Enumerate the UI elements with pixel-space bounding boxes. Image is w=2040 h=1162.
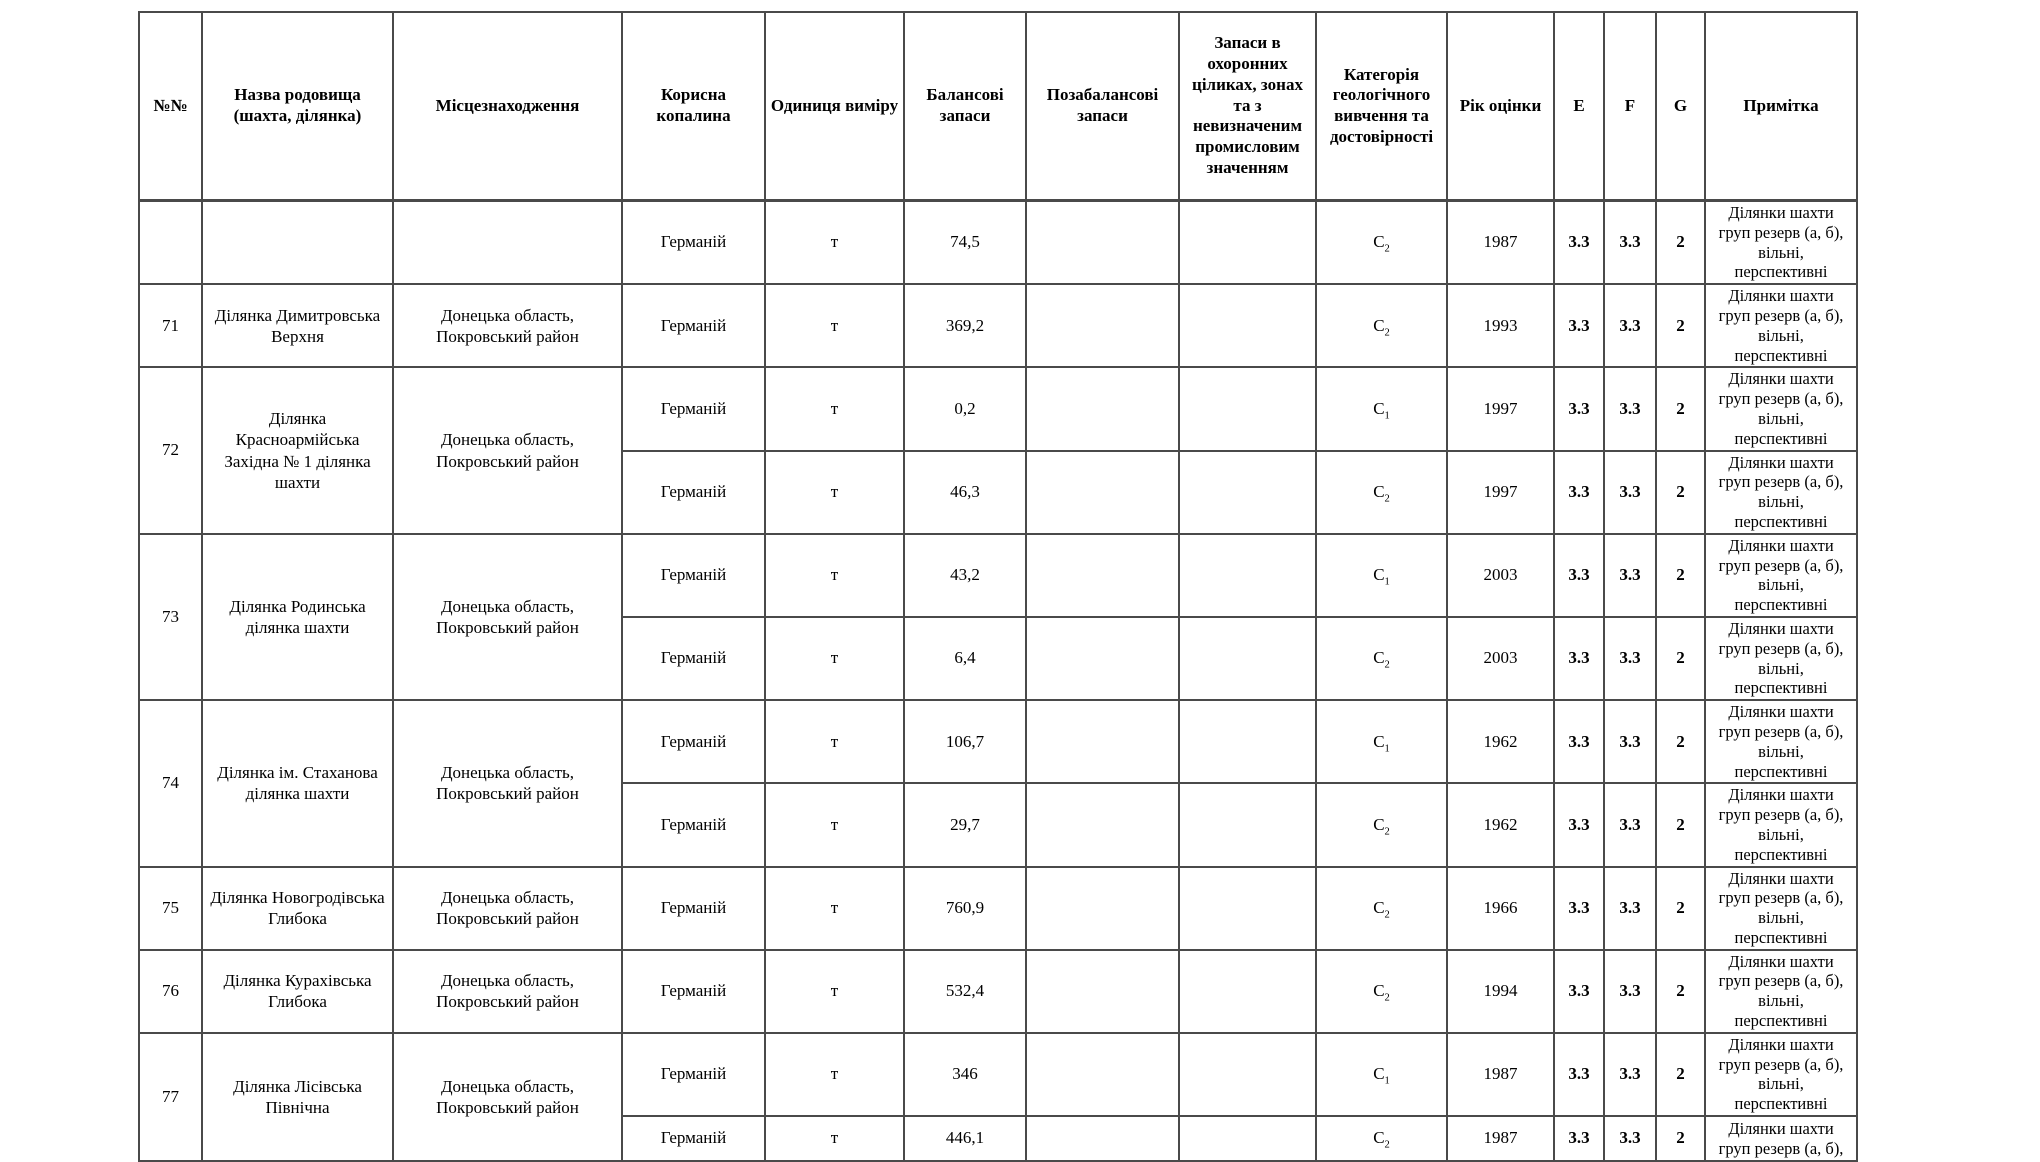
cell-note: Ділянки шахти груп резерв (а, б), вільні, перспективні <box>1705 867 1857 950</box>
cell-mineral: Германій <box>622 1116 765 1161</box>
cell-assessment-year: 1987 <box>1447 1033 1554 1116</box>
cell-offbalance-reserves <box>1026 284 1179 367</box>
cell-category <box>1316 1116 1447 1161</box>
cell-e: 3.3 <box>1554 367 1604 450</box>
cell-entry-number: 75 <box>139 867 202 950</box>
category-subscript: 2 <box>1384 826 1390 838</box>
cell-location: Донецька область, Покровський район <box>393 284 622 367</box>
cell-balance-reserves: 0,2 <box>904 367 1026 450</box>
cell-note: Ділянки шахти груп резерв (а, б), вільні, перспективні <box>1705 950 1857 1033</box>
cell-mineral: Германій <box>622 700 765 783</box>
cell-e: 3.3 <box>1554 201 1604 285</box>
header-assessment-year: Рік оцінки <box>1447 12 1554 201</box>
cell-e: 3.3 <box>1554 534 1604 617</box>
category-subscript: 2 <box>1384 659 1390 671</box>
cell-offbalance-reserves <box>1026 950 1179 1033</box>
cell-note: Ділянки шахти груп резерв (а, б), <box>1705 1116 1857 1161</box>
cell-g: 2 <box>1656 867 1705 950</box>
cell-assessment-year: 1997 <box>1447 367 1554 450</box>
cell-entry-number: 76 <box>139 950 202 1033</box>
cell-mineral: Германій <box>622 950 765 1033</box>
category-class: С <box>1373 1128 1385 1148</box>
category-class: С <box>1373 648 1385 668</box>
category-subscript: 2 <box>1384 493 1390 505</box>
header-unit: Одиниця виміру <box>765 12 904 201</box>
cell-protected-reserves <box>1179 1116 1316 1161</box>
cell-f: 3.3 <box>1604 950 1656 1033</box>
cell-offbalance-reserves <box>1026 783 1179 866</box>
cell-f: 3.3 <box>1604 1116 1656 1161</box>
header-f: F <box>1604 12 1656 201</box>
cell-e: 3.3 <box>1554 1033 1604 1116</box>
cell-deposit-name <box>202 201 393 285</box>
cell-category <box>1316 367 1447 450</box>
cell-mineral: Германій <box>622 367 765 450</box>
cell-offbalance-reserves <box>1026 867 1179 950</box>
cell-unit: т <box>765 284 904 367</box>
cell-e: 3.3 <box>1554 700 1604 783</box>
cell-deposit-name: Ділянка Лісівська Північна <box>202 1033 393 1161</box>
cell-f: 3.3 <box>1604 201 1656 285</box>
cell-unit: т <box>765 867 904 950</box>
cell-f: 3.3 <box>1604 1033 1656 1116</box>
category-class: С <box>1373 232 1385 252</box>
header-entry-number: №№ <box>139 12 202 201</box>
category-class: С <box>1373 981 1385 1001</box>
cell-unit: т <box>765 201 904 285</box>
cell-assessment-year: 1993 <box>1447 284 1554 367</box>
cell-location <box>393 201 622 285</box>
cell-deposit-name: Ділянка Димитровська Верхня <box>202 284 393 367</box>
header-location: Місцезнаходження <box>393 12 622 201</box>
cell-category <box>1316 534 1447 617</box>
cell-g: 2 <box>1656 950 1705 1033</box>
cell-category <box>1316 783 1447 866</box>
header-note: Примітка <box>1705 12 1857 201</box>
cell-e: 3.3 <box>1554 783 1604 866</box>
cell-unit: т <box>765 700 904 783</box>
category-class: С <box>1373 398 1385 418</box>
cell-mineral: Германій <box>622 783 765 866</box>
cell-category <box>1316 700 1447 783</box>
cell-category <box>1316 950 1447 1033</box>
cell-e: 3.3 <box>1554 284 1604 367</box>
cell-f: 3.3 <box>1604 700 1656 783</box>
cell-protected-reserves <box>1179 534 1316 617</box>
header-row <box>139 12 1857 201</box>
cell-balance-reserves: 106,7 <box>904 700 1026 783</box>
cell-location: Донецька область, Покровський район <box>393 534 622 700</box>
cell-f: 3.3 <box>1604 451 1656 534</box>
cell-assessment-year: 1987 <box>1447 201 1554 285</box>
table-row <box>139 867 1857 950</box>
cell-entry-number <box>139 201 202 285</box>
cell-f: 3.3 <box>1604 783 1656 866</box>
cell-protected-reserves <box>1179 950 1316 1033</box>
category-class: С <box>1373 1064 1385 1084</box>
cell-mineral: Германій <box>622 867 765 950</box>
cell-deposit-name: Ділянка ім. Стаханова ділянка шахти <box>202 700 393 866</box>
category-subscript: 2 <box>1384 909 1390 921</box>
cell-e: 3.3 <box>1554 451 1604 534</box>
category-subscript: 2 <box>1384 1139 1390 1151</box>
cell-balance-reserves: 46,3 <box>904 451 1026 534</box>
cell-balance-reserves: 760,9 <box>904 867 1026 950</box>
cell-unit: т <box>765 534 904 617</box>
cell-balance-reserves: 446,1 <box>904 1116 1026 1161</box>
cell-deposit-name: Ділянка Красноармійська Західна № 1 ділянка шахти <box>202 367 393 533</box>
header-category: Категорія геологічного вивчення та достовірності <box>1316 12 1447 201</box>
cell-protected-reserves <box>1179 284 1316 367</box>
category-class: С <box>1373 315 1385 335</box>
cell-location: Донецька область, Покровський район <box>393 867 622 950</box>
cell-note: Ділянки шахти груп резерв (а, б), вільні, перспективні <box>1705 1033 1857 1116</box>
table-row <box>139 367 1857 450</box>
cell-g: 2 <box>1656 1116 1705 1161</box>
cell-balance-reserves: 532,4 <box>904 950 1026 1033</box>
cell-g: 2 <box>1656 367 1705 450</box>
cell-mineral: Германій <box>622 534 765 617</box>
cell-entry-number: 72 <box>139 367 202 533</box>
category-subscript: 2 <box>1384 992 1390 1004</box>
cell-note: Ділянки шахти груп резерв (а, б), вільні, перспективні <box>1705 201 1857 285</box>
cell-note: Ділянки шахти груп резерв (а, б), вільні, перспективні <box>1705 534 1857 617</box>
table-row <box>139 534 1857 617</box>
table-row <box>139 284 1857 367</box>
cell-entry-number: 73 <box>139 534 202 700</box>
category-class: С <box>1373 565 1385 585</box>
cell-location: Донецька область, Покровський район <box>393 950 622 1033</box>
cell-category <box>1316 1033 1447 1116</box>
cell-f: 3.3 <box>1604 534 1656 617</box>
cell-e: 3.3 <box>1554 1116 1604 1161</box>
cell-category <box>1316 617 1447 700</box>
cell-protected-reserves <box>1179 201 1316 285</box>
cell-protected-reserves <box>1179 451 1316 534</box>
category-subscript: 2 <box>1384 243 1390 255</box>
cell-assessment-year: 1997 <box>1447 451 1554 534</box>
cell-mineral: Германій <box>622 1033 765 1116</box>
cell-note: Ділянки шахти груп резерв (а, б), вільні, перспективні <box>1705 783 1857 866</box>
category-class: С <box>1373 814 1385 834</box>
cell-e: 3.3 <box>1554 950 1604 1033</box>
cell-deposit-name: Ділянка Родинська ділянка шахти <box>202 534 393 700</box>
cell-offbalance-reserves <box>1026 201 1179 285</box>
cell-location: Донецька область, Покровський район <box>393 1033 622 1161</box>
cell-deposit-name: Ділянка Новогродівська Глибока <box>202 867 393 950</box>
cell-balance-reserves: 74,5 <box>904 201 1026 285</box>
cell-g: 2 <box>1656 534 1705 617</box>
cell-f: 3.3 <box>1604 367 1656 450</box>
cell-assessment-year: 1966 <box>1447 867 1554 950</box>
table-row <box>139 700 1857 783</box>
cell-balance-reserves: 6,4 <box>904 617 1026 700</box>
cell-mineral: Германій <box>622 617 765 700</box>
cell-f: 3.3 <box>1604 284 1656 367</box>
category-subscript: 1 <box>1384 1075 1390 1087</box>
cell-assessment-year: 1994 <box>1447 950 1554 1033</box>
document-page <box>138 11 1858 1162</box>
cell-unit: т <box>765 950 904 1033</box>
header-balance-reserves: Балансові запаси <box>904 12 1026 201</box>
cell-protected-reserves <box>1179 867 1316 950</box>
category-subscript: 1 <box>1384 576 1390 588</box>
cell-note: Ділянки шахти груп резерв (а, б), вільні, перспективні <box>1705 451 1857 534</box>
cell-unit: т <box>765 1116 904 1161</box>
cell-assessment-year: 2003 <box>1447 534 1554 617</box>
cell-location: Донецька область, Покровський район <box>393 367 622 533</box>
cell-assessment-year: 1962 <box>1447 783 1554 866</box>
cell-protected-reserves <box>1179 783 1316 866</box>
cell-balance-reserves: 369,2 <box>904 284 1026 367</box>
category-class: С <box>1373 897 1385 917</box>
cell-protected-reserves <box>1179 617 1316 700</box>
cell-e: 3.3 <box>1554 617 1604 700</box>
header-protected-reserves: Запаси в охоронних ціликах, зонах та з невизначеним промисловим значенням <box>1179 12 1316 201</box>
cell-g: 2 <box>1656 284 1705 367</box>
cell-e: 3.3 <box>1554 867 1604 950</box>
cell-note: Ділянки шахти груп резерв (а, б), вільні, перспективні <box>1705 617 1857 700</box>
cell-protected-reserves <box>1179 1033 1316 1116</box>
cell-offbalance-reserves <box>1026 1033 1179 1116</box>
cell-balance-reserves: 43,2 <box>904 534 1026 617</box>
cell-protected-reserves <box>1179 367 1316 450</box>
cell-g: 2 <box>1656 1033 1705 1116</box>
table-row <box>139 1033 1857 1116</box>
cell-g: 2 <box>1656 201 1705 285</box>
header-deposit-name: Назва родовища (шахта, ділянка) <box>202 12 393 201</box>
category-subscript: 1 <box>1384 410 1390 422</box>
cell-assessment-year: 2003 <box>1447 617 1554 700</box>
cell-g: 2 <box>1656 700 1705 783</box>
cell-balance-reserves: 346 <box>904 1033 1026 1116</box>
table-row <box>139 201 1857 285</box>
header-offbalance-reserves: Позабалансові запаси <box>1026 12 1179 201</box>
category-subscript: 2 <box>1384 326 1390 338</box>
cell-deposit-name: Ділянка Курахівська Глибока <box>202 950 393 1033</box>
cell-unit: т <box>765 367 904 450</box>
cell-balance-reserves: 29,7 <box>904 783 1026 866</box>
cell-category <box>1316 284 1447 367</box>
cell-g: 2 <box>1656 451 1705 534</box>
cell-assessment-year: 1987 <box>1447 1116 1554 1161</box>
header-e: E <box>1554 12 1604 201</box>
table-row <box>139 950 1857 1033</box>
header-mineral: Корисна копалина <box>622 12 765 201</box>
category-class: С <box>1373 731 1385 751</box>
cell-mineral: Германій <box>622 451 765 534</box>
cell-g: 2 <box>1656 617 1705 700</box>
cell-offbalance-reserves <box>1026 617 1179 700</box>
cell-category <box>1316 867 1447 950</box>
cell-category <box>1316 451 1447 534</box>
cell-offbalance-reserves <box>1026 700 1179 783</box>
cell-f: 3.3 <box>1604 617 1656 700</box>
cell-f: 3.3 <box>1604 867 1656 950</box>
cell-offbalance-reserves <box>1026 534 1179 617</box>
cell-offbalance-reserves <box>1026 451 1179 534</box>
cell-unit: т <box>765 783 904 866</box>
category-subscript: 1 <box>1384 742 1390 754</box>
cell-g: 2 <box>1656 783 1705 866</box>
cell-category <box>1316 201 1447 285</box>
cell-entry-number: 77 <box>139 1033 202 1161</box>
cell-protected-reserves <box>1179 700 1316 783</box>
cell-note: Ділянки шахти груп резерв (а, б), вільні, перспективні <box>1705 700 1857 783</box>
header-g: G <box>1656 12 1705 201</box>
cell-note: Ділянки шахти груп резерв (а, б), вільні, перспективні <box>1705 284 1857 367</box>
cell-offbalance-reserves <box>1026 367 1179 450</box>
cell-unit: т <box>765 451 904 534</box>
reserves-table <box>138 11 1858 1162</box>
cell-mineral: Германій <box>622 201 765 285</box>
cell-assessment-year: 1962 <box>1447 700 1554 783</box>
cell-mineral: Германій <box>622 284 765 367</box>
category-class: С <box>1373 481 1385 501</box>
cell-entry-number: 74 <box>139 700 202 866</box>
cell-unit: т <box>765 1033 904 1116</box>
cell-location: Донецька область, Покровський район <box>393 700 622 866</box>
cell-unit: т <box>765 617 904 700</box>
cell-note: Ділянки шахти груп резерв (а, б), вільні, перспективні <box>1705 367 1857 450</box>
cell-offbalance-reserves <box>1026 1116 1179 1161</box>
cell-entry-number: 71 <box>139 284 202 367</box>
